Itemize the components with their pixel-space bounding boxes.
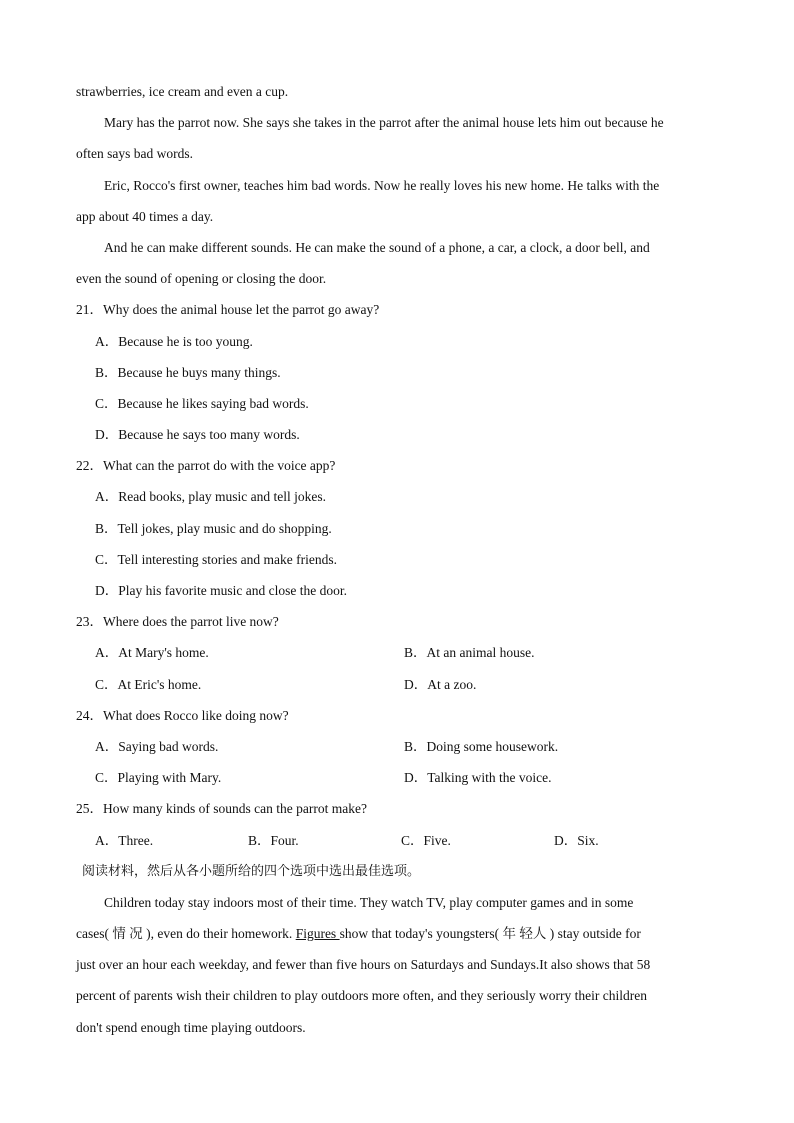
- passage-line: just over an hour each weekday, and fewer than five hours on Saturdays and Sundays.It also shows that 58: [76, 957, 651, 973]
- question-25-option-b: B．Four.: [248, 832, 299, 848]
- question-22-option-c: C．Tell interesting stories and make friends.: [95, 551, 337, 567]
- question-22-option-b: B．Tell jokes, play music and do shopping.: [95, 520, 332, 536]
- question-25-options-row: [76, 825, 716, 856]
- underlined-word: Figures: [295, 926, 340, 942]
- question-24-option-b: B．Doing some housework.: [404, 738, 559, 754]
- passage-line: Mary has the parrot now. She says she takes in the parrot after the animal house lets him out because he: [104, 115, 664, 131]
- question-21-option-a: A．Because he is too young.: [95, 333, 253, 349]
- question-23-options-row-1: [76, 637, 716, 668]
- question-23-option-c: C．At Eric's home.: [95, 676, 202, 692]
- passage-line: app about 40 times a day.: [76, 208, 214, 224]
- question-22-stem: 22．What can the parrot do with the voice app?: [76, 458, 336, 474]
- question-24-stem: 24．What does Rocco like doing now?: [76, 707, 289, 723]
- question-24-option-d: D．Talking with the voice.: [404, 770, 552, 786]
- passage-text: show that today's youngsters( 年 轻人 ) stay outside for: [339, 926, 641, 942]
- passage-line: [76, 918, 716, 949]
- question-23-options-row-2: [76, 669, 716, 700]
- question-23-option-d: D．At a zoo.: [404, 676, 477, 692]
- question-24-option-c: C．Playing with Mary.: [95, 770, 222, 786]
- passage-line: percent of parents wish their children to play outdoors more often, and they seriously worry their children: [76, 988, 647, 1004]
- document-page: [76, 76, 716, 1043]
- passage-text: cases( 情 况 ), even do their homework.: [76, 926, 296, 942]
- question-21-option-b: B．Because he buys many things.: [95, 364, 281, 380]
- passage-line: strawberries, ice cream and even a cup.: [76, 84, 289, 99]
- question-21-stem: 21．Why does the animal house let the parrot go away?: [76, 302, 380, 318]
- question-21-option-d: D．Because he says too many words.: [95, 427, 300, 443]
- passage-line: don't spend enough time playing outdoors.: [76, 1019, 306, 1035]
- question-23-stem: 23．Where does the parrot live now?: [76, 614, 279, 630]
- question-25-option-c: C．Five.: [401, 832, 451, 848]
- question-24-option-a: A．Saying bad words.: [95, 738, 219, 754]
- question-22-option-d: D．Play his favorite music and close the door.: [95, 583, 347, 598]
- question-23-option-a: A．At Mary's home.: [95, 645, 209, 661]
- question-24-options-row-1: [76, 731, 716, 762]
- question-23-option-b: B．At an animal house.: [404, 645, 535, 661]
- question-24-options-row-2: [76, 762, 716, 793]
- passage-line: And he can make different sounds. He can make the sound of a phone, a car, a clock, a door bell, and: [104, 239, 650, 255]
- section-instruction: 阅读材料，然后从各小题所给的四个选项中选出最佳选项。: [82, 863, 421, 879]
- question-25-stem: 25．How many kinds of sounds can the parrot make?: [76, 801, 367, 817]
- question-22-option-a: A．Read books, play music and tell jokes.: [95, 489, 326, 505]
- question-21-option-c: C．Because he likes saying bad words.: [95, 395, 309, 411]
- passage-line: often says bad words.: [76, 146, 193, 162]
- passage-line: Children today stay indoors most of their time. They watch TV, play computer games and in some: [104, 894, 634, 910]
- passage-line: even the sound of opening or closing the door.: [76, 271, 327, 287]
- passage-line: Eric, Rocco's first owner, teaches him bad words. Now he really loves his new home. He talks with the: [104, 177, 660, 193]
- question-25-option-d: D．Six.: [554, 832, 599, 848]
- question-25-option-a: A．Three.: [95, 832, 154, 848]
